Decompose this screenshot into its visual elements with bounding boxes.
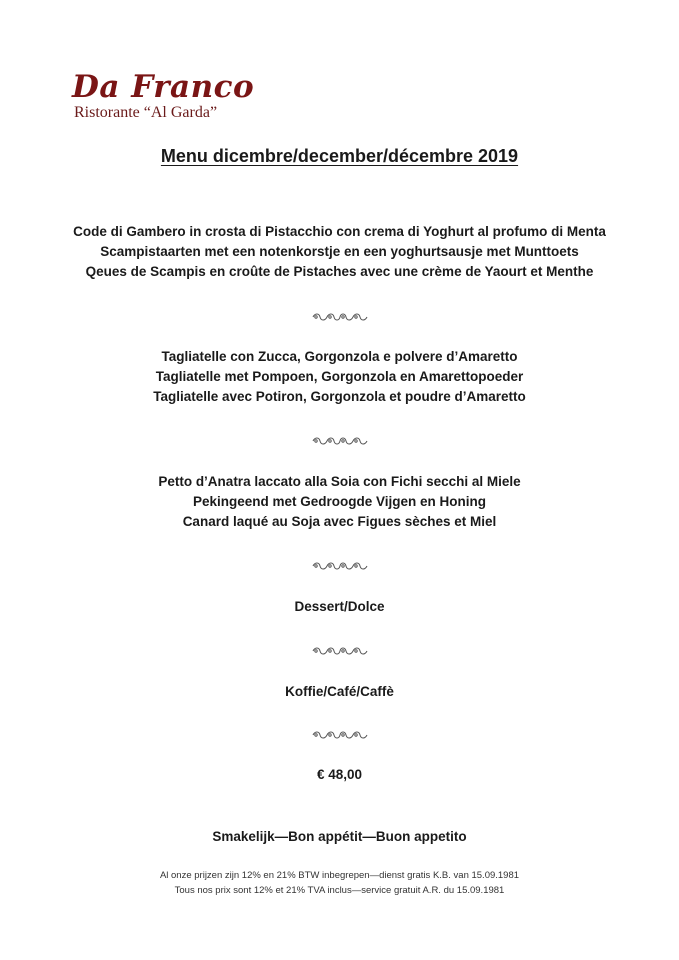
tax-notes — [0, 868, 679, 898]
course-starter — [0, 222, 679, 282]
course-pasta — [0, 347, 679, 407]
course-line-italian: Tagliatelle con Zucca, Gorgonzola e polvere d’Amaretto — [161, 349, 518, 364]
menu-title: Menu dicembre/december/décembre 2019 — [160, 146, 519, 166]
course-line-dutch: Scampistaarten met een notenkorstje en een yoghurtsausje met Munttoets — [100, 244, 579, 259]
logo-subtitle: Ristorante “Al Garda” — [74, 104, 218, 121]
course-line-dutch: Pekingeend met Gedroogde Vijgen en Honing — [192, 494, 487, 509]
menu-price: € 48,00 — [316, 767, 363, 782]
ornamental-divider-icon — [0, 727, 679, 745]
logo-name: Da Franco — [72, 69, 255, 105]
course-line-italian: Code di Gambero in crosta di Pistacchio con crema di Yoghurt al profumo di Menta — [73, 224, 606, 239]
tax-note-french: Tous nos prix sont 12% et 21% TVA inclus—service gratuit A.R. du 15.09.1981 — [174, 885, 505, 896]
ornamental-divider-icon — [0, 643, 679, 661]
closing-greeting: Smakelijk—Bon appétit—Buon appetito — [212, 829, 467, 844]
coffee-line: Koffie/Café/Caffè — [285, 684, 394, 699]
course-line-french: Canard laqué au Soja avec Figues sèches et Miel — [182, 514, 497, 529]
course-line-italian: Petto d’Anatra laccato alla Soia con Fichi secchi al Miele — [158, 474, 521, 489]
ornamental-divider-icon — [0, 558, 679, 576]
tax-note-dutch: Al onze prijzen zijn 12% en 21% BTW inbegrepen—dienst gratis K.B. van 15.09.1981 — [159, 870, 520, 881]
dessert-line: Dessert/Dolce — [294, 599, 385, 614]
course-line-french: Tagliatelle avec Potiron, Gorgonzola et poudre d’Amaretto — [153, 389, 526, 404]
course-line-french: Qeues de Scampis en croûte de Pistaches avec une crème de Yaourt et Menthe — [85, 264, 594, 279]
course-main — [0, 472, 679, 532]
ornamental-divider-icon — [0, 309, 679, 327]
restaurant-logo — [72, 70, 254, 122]
ornamental-divider-icon — [0, 433, 679, 451]
course-line-dutch: Tagliatelle met Pompoen, Gorgonzola en Amarettopoeder — [155, 369, 524, 384]
